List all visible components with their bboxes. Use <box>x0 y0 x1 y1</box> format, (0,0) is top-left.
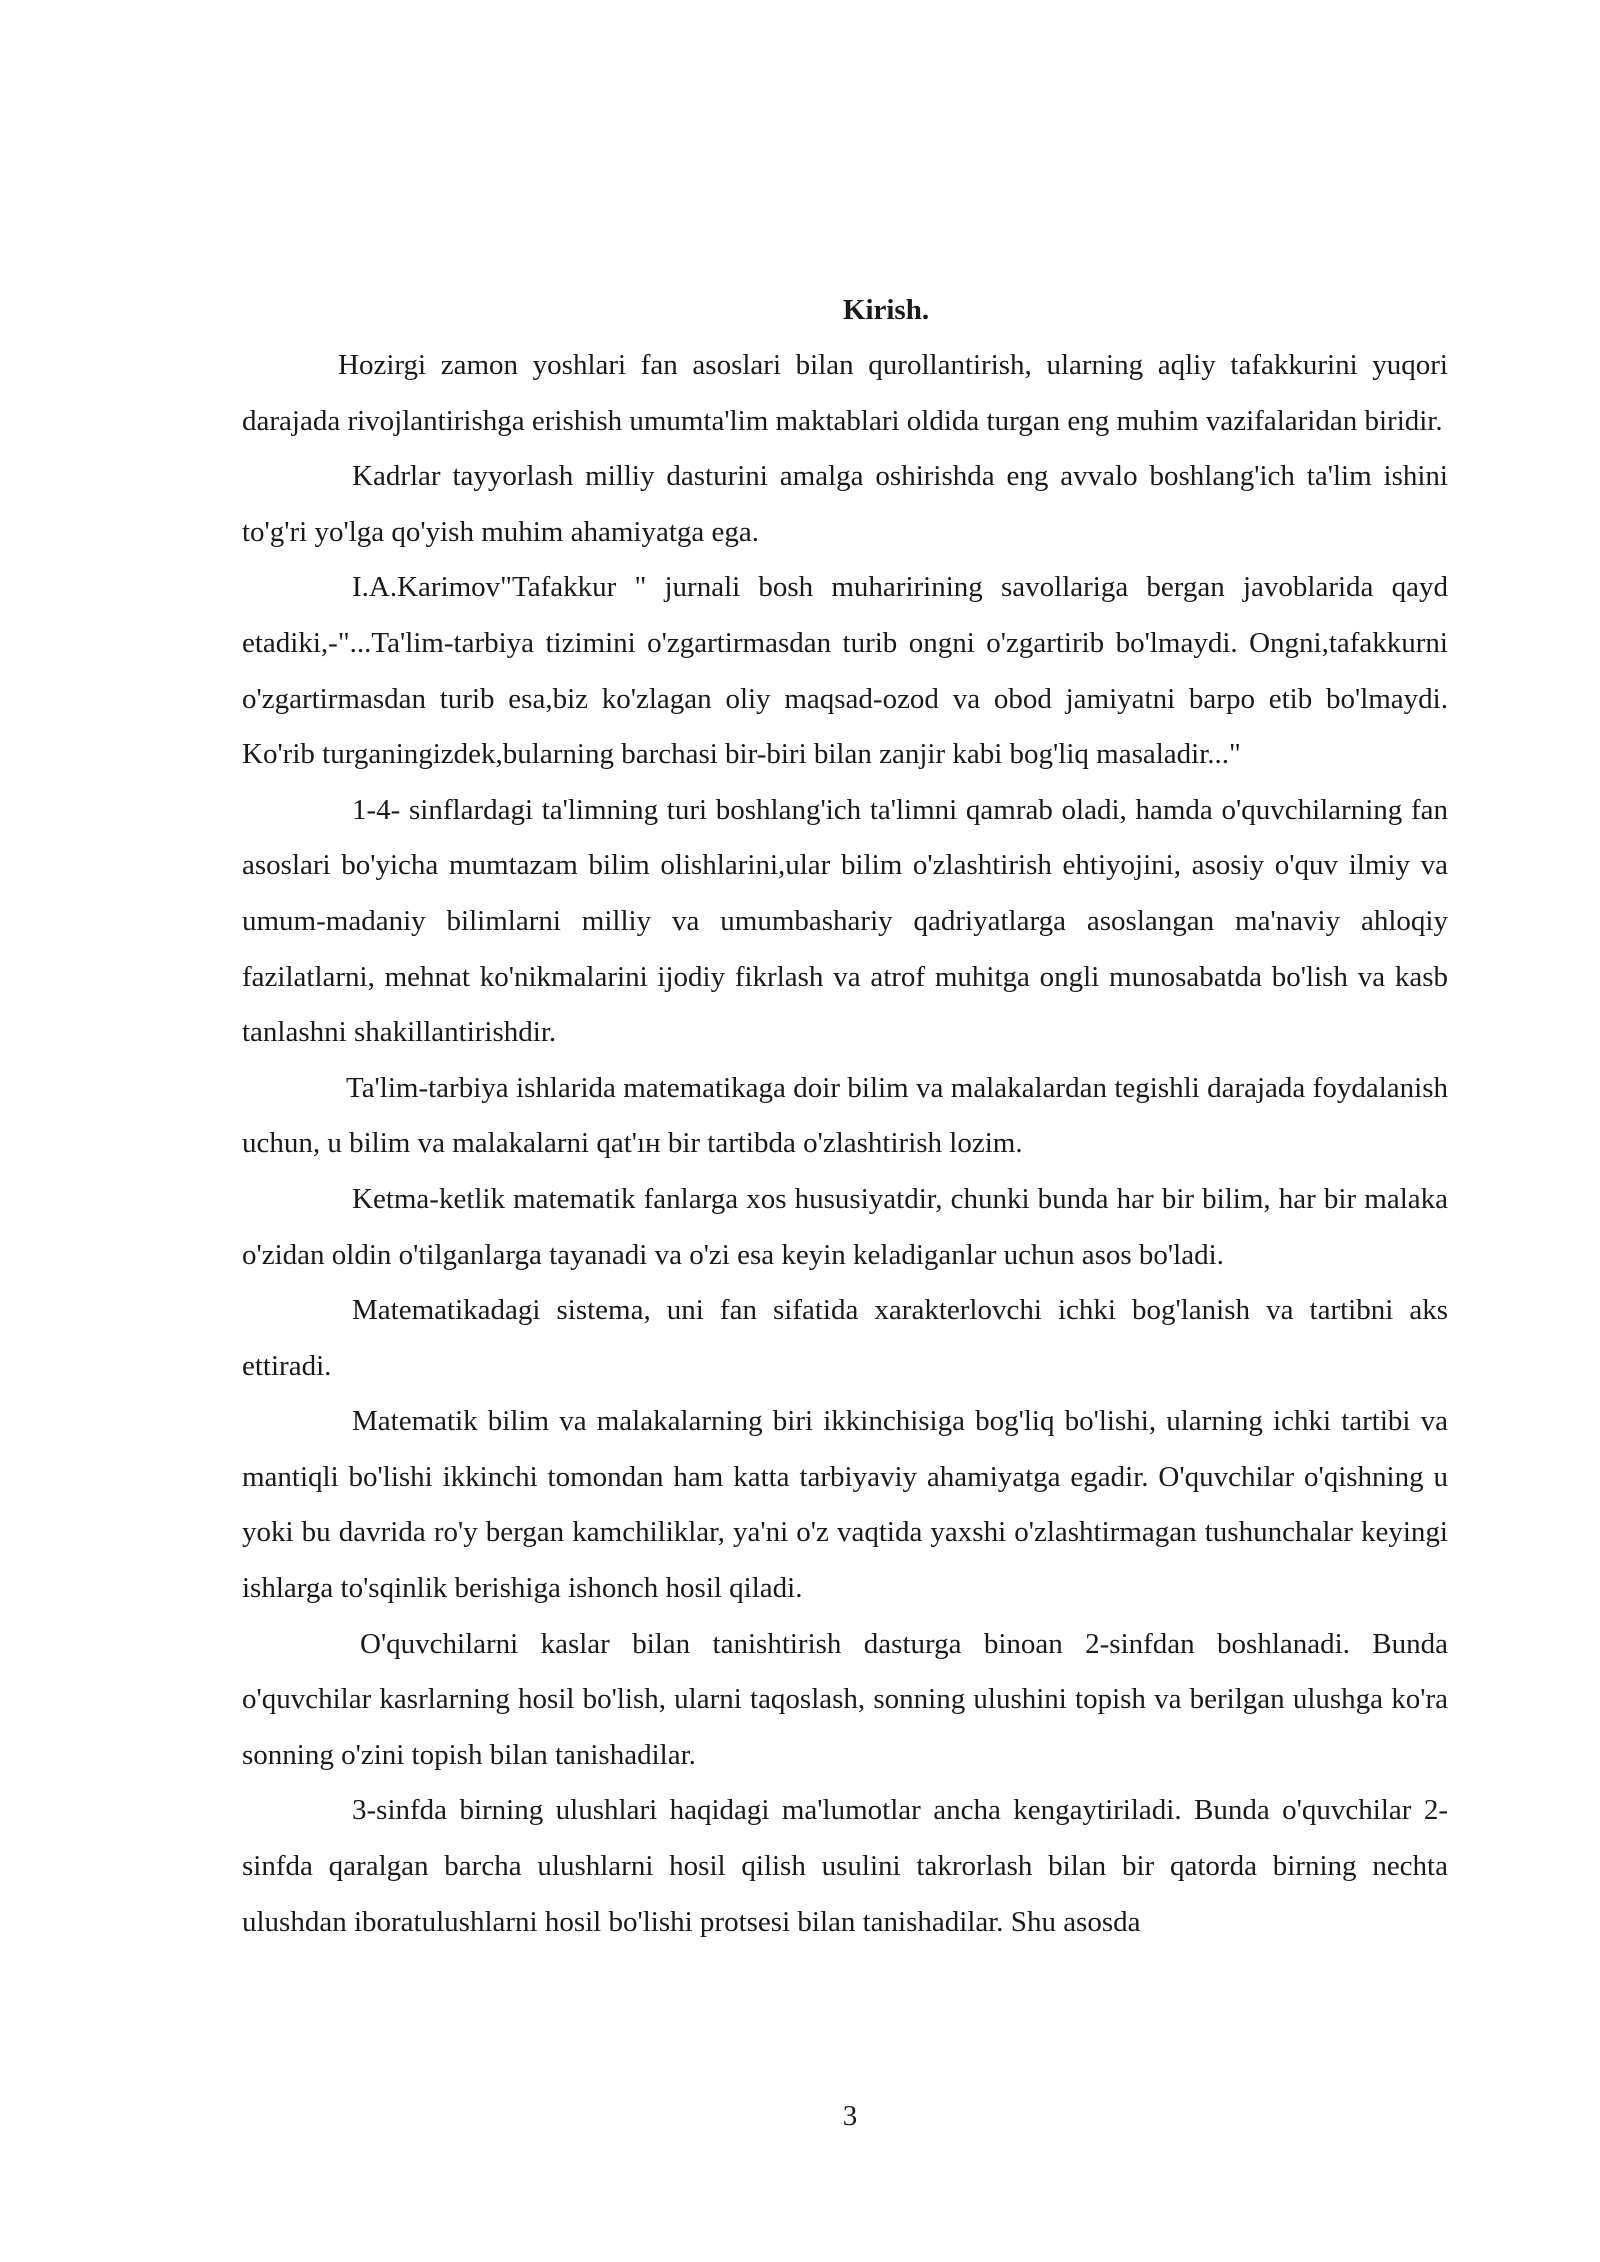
paragraph: 3-sinfda birning ulushlari haqidagi ma'lumotlar ancha kengaytiriladi. Bunda o'quvchilar 2-sinfda qaralgan barcha ulushlarni hosil qilish usulini takrorlash bilan bir qatorda birning nechta ulushdan iboratulushlarni hosil bo'lishi protsesi bilan tanishadilar. Shu asosda <box>242 1794 1448 1938</box>
paragraph: Hozirgi zamon yoshlari fan asoslari bilan qurollantirish, ularning aqliy tafakkurini yuqori darajada rivojlantirishga erishish umumta'lim maktablari oldida turgan eng muhim vazifalaridan biridir. <box>242 349 1448 437</box>
paragraph: Matematikadagi sistema, uni fan sifatida xarakterlovchi ichki bog'lanish va tartibni aks ettiradi. <box>242 1294 1448 1382</box>
paragraph: Ta'lim-tarbiya ishlarida matematikaga doir bilim va malakalardan tegishli darajada foydalanish uchun, u bilim va malakalarni qat'ıн bir tartibda o'zlashtirish lozim. <box>242 1071 1448 1160</box>
paragraph: Matematik bilim va malakalarning biri ikkinchisiga bog'liq bo'lishi, ularning ichki tartibi va mantiqli bo'lishi ikkinchi tomondan ham katta tarbiyaviy ahamiyatga egadir. O'quvchilar o'qishning u yoki bu davrida ro'y bergan kamchiliklar, ya'ni o'z vaqtida yaxshi o'zlashtirmagan tushunchalar keyingi ishlarga to'sqinlik berishiga ishonch hosil qiladi. <box>242 1405 1448 1605</box>
section-title: Kirish. <box>842 294 930 326</box>
document-page <box>242 282 1448 1950</box>
paragraph: Ketma-ketlik matematik fanlarga xos hususiyatdir, chunki bunda har bir bilim, har bir malaka o'zidan oldin o'tilganlarga tayanadi va o'zi esa keyin keladiganlar uchun asos bo'ladi. <box>242 1182 1448 1271</box>
paragraph: I.A.Karimov"Tafakkur " jurnali bosh muharirining savollariga bergan javoblarida qayd etadiki,-"...Ta'lim-tarbiya tizimini o'zgartirmasdan turib ongni o'zgartirib bo'lmaydi. Ongni,tafakkurni o'zgartirmasdan turib esa,biz ko'zlagan oliy maqsad-ozod va obod jamiyatni barpo etib bo'lmaydi. Ko'rib turganingizdek,bularning barchasi bir-biri bilan zanjir kabi bog'liq masaladir..." <box>242 571 1448 771</box>
page-number: 3 <box>842 2100 858 2132</box>
paragraph: O'quvchilarni kaslar bilan tanishtirish dasturga binoan 2-sinfdan boshlanadi. Bunda o'quvchilar kasrlarning hosil bo'lish, ularni taqoslash, sonning ulushini topish va berilgan ulushga ko'ra sonning o'zini topish bilan tanishadilar. <box>242 1627 1448 1771</box>
paragraph: 1-4- sinflardagi ta'limning turi boshlang'ich ta'limni qamrab oladi, hamda o'quvchilarning fan asoslari bo'yicha mumtazam bilim olishlarini,ular bilim o'zlashtirish ehtiyojini, asosiy o'quv ilmiy va umum-madaniy bilimlarni milliy va umumbashariy qadriyatlarga asoslangan ma'naviy ahloqiy fazilatlarni, mehnat ko'nikmalarini ijodiy fikrlash va atrof muhitga ongli munosabatda bo'lish va kasb tanlashni shakillantirishdir. <box>242 793 1448 1049</box>
paragraph: Kadrlar tayyorlash milliy dasturini amalga oshirishda eng avvalo boshlang'ich ta'lim ishini to'g'ri yo'lga qo'yish muhim ahamiyatga ega. <box>242 460 1448 548</box>
